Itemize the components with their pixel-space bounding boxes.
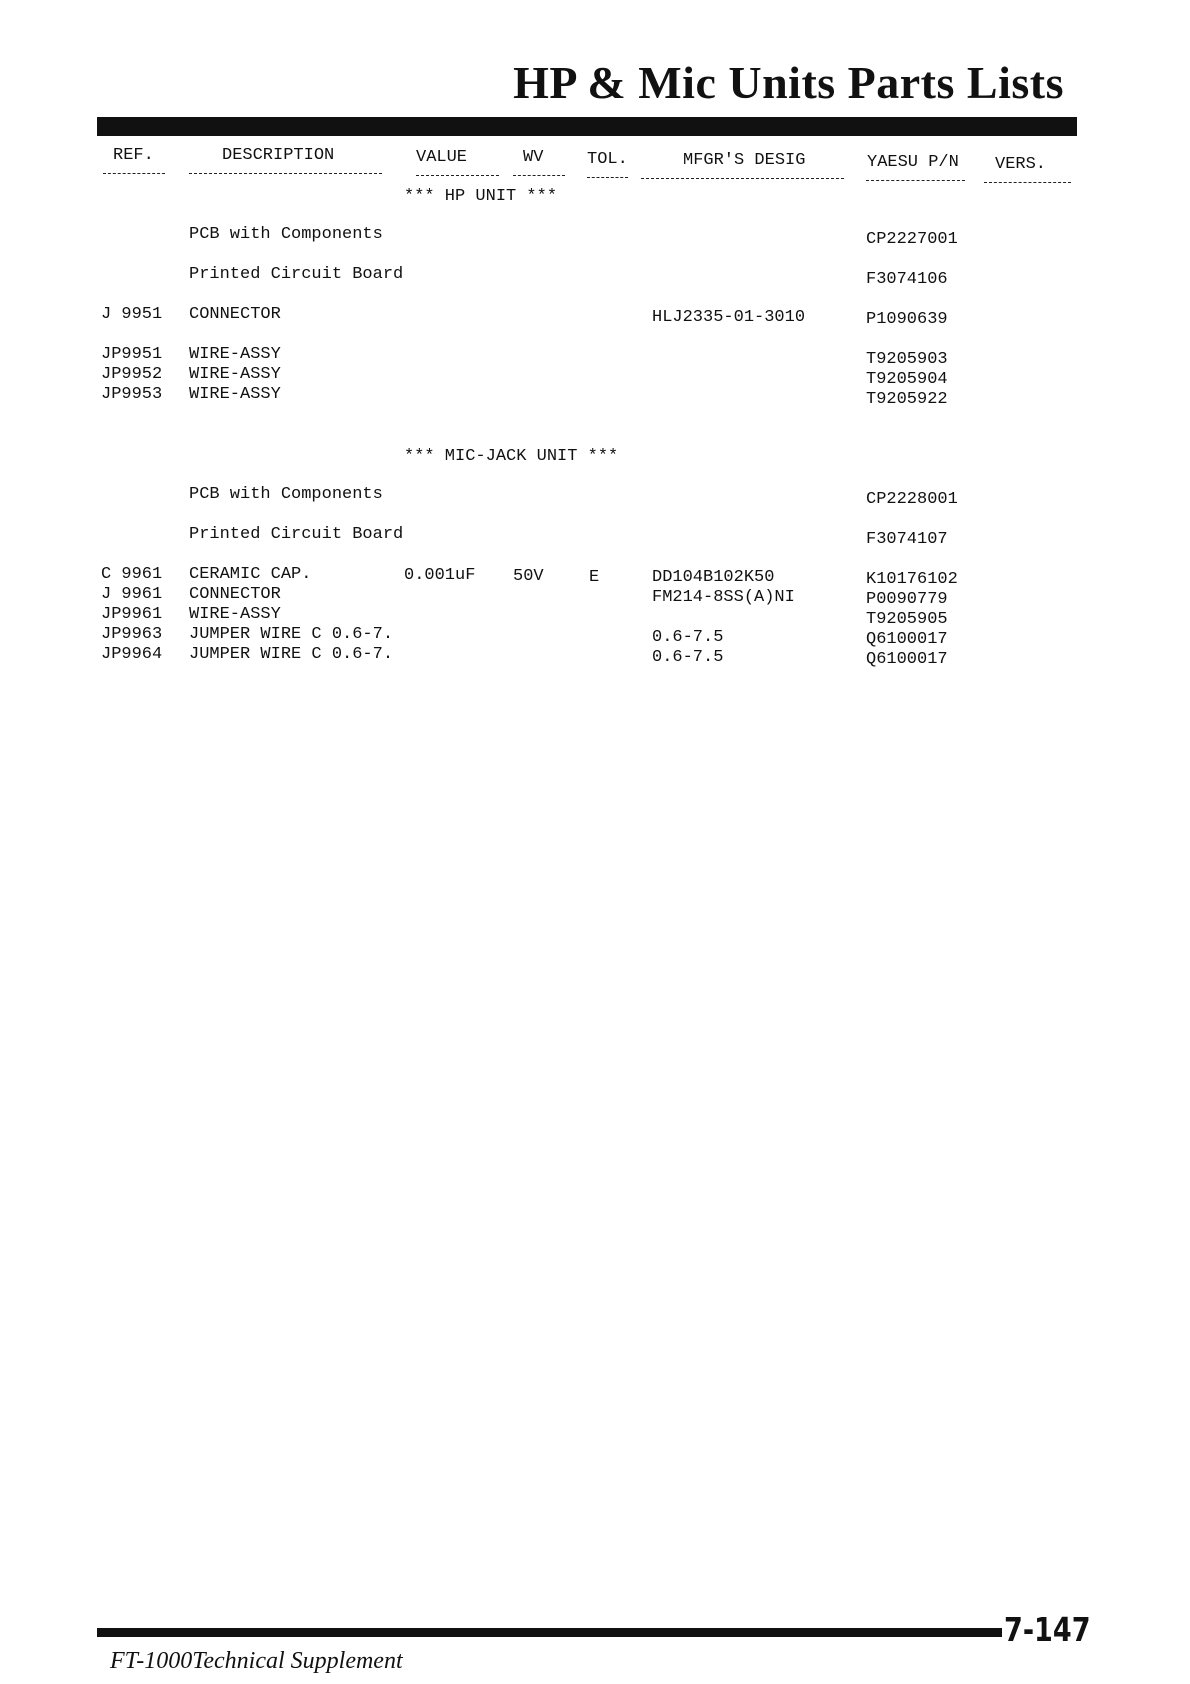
item-yaesu-pn: T9205905 <box>866 610 948 629</box>
section-heading-hp-unit: *** HP UNIT *** <box>404 187 558 206</box>
header-underline <box>866 180 965 181</box>
section-heading-mic-jack-unit: *** MIC-JACK UNIT *** <box>404 447 619 466</box>
item-mfgr-desig: HLJ2335-01-3010 <box>652 308 806 327</box>
item-description: CONNECTOR <box>189 305 281 324</box>
item-mfgr-desig: 0.6-7.5 <box>652 628 724 647</box>
col-header-ref: REF. <box>113 146 154 165</box>
item-description: CERAMIC CAP. <box>189 565 312 584</box>
item-description: WIRE-ASSY <box>189 605 281 624</box>
item-yaesu-pn: T9205922 <box>866 390 948 409</box>
item-yaesu-pn: T9205904 <box>866 370 948 389</box>
col-header-description: DESCRIPTION <box>222 146 335 165</box>
item-yaesu-pn: Q6100017 <box>866 650 948 669</box>
page-title: HP & Mic Units Parts Lists <box>513 57 1064 108</box>
item-yaesu-pn: P1090639 <box>866 310 948 329</box>
item-value: 0.001uF <box>404 566 476 585</box>
col-header-mfgr: MFGR'S DESIG <box>683 151 806 170</box>
item-wv: 50V <box>513 567 544 586</box>
item-description: WIRE-ASSY <box>189 385 281 404</box>
item-ref: C 9961 <box>101 565 163 584</box>
item-yaesu-pn: CP2228001 <box>866 490 958 509</box>
page-number: 7-147 <box>1004 1610 1091 1649</box>
item-description: JUMPER WIRE C 0.6-7. <box>189 625 394 644</box>
item-ref: JP9953 <box>101 385 163 404</box>
header-underline <box>513 175 565 176</box>
item-ref: JP9961 <box>101 605 163 624</box>
item-ref: J 9951 <box>101 305 163 324</box>
header-underline <box>641 178 844 179</box>
item-description: JUMPER WIRE C 0.6-7. <box>189 645 394 664</box>
item-description: Printed Circuit Board <box>189 265 404 284</box>
item-yaesu-pn: P0090779 <box>866 590 948 609</box>
item-ref: JP9963 <box>101 625 163 644</box>
item-description: Printed Circuit Board <box>189 525 404 544</box>
header-underline <box>416 175 499 176</box>
item-tol: E <box>589 568 600 587</box>
item-ref: JP9951 <box>101 345 163 364</box>
col-header-tol: TOL. <box>587 150 628 169</box>
footer-document-title: FT-1000Technical Supplement <box>110 1648 403 1674</box>
item-yaesu-pn: K10176102 <box>866 570 958 589</box>
item-yaesu-pn: T9205903 <box>866 350 948 369</box>
header-underline <box>587 177 628 178</box>
item-mfgr-desig: DD104B102K50 <box>652 568 775 587</box>
item-yaesu-pn: CP2227001 <box>866 230 958 249</box>
item-mfgr-desig: 0.6-7.5 <box>652 648 724 667</box>
item-description: CONNECTOR <box>189 585 281 604</box>
col-header-wv: WV <box>523 148 544 167</box>
col-header-vers: VERS. <box>995 155 1047 174</box>
item-ref: JP9952 <box>101 365 163 384</box>
item-description: PCB with Components <box>189 225 383 244</box>
col-header-value: VALUE <box>416 148 468 167</box>
item-yaesu-pn: Q6100017 <box>866 630 948 649</box>
item-ref: JP9964 <box>101 645 163 664</box>
item-description: WIRE-ASSY <box>189 345 281 364</box>
header-underline <box>189 173 382 174</box>
header-underline <box>984 182 1071 183</box>
item-yaesu-pn: F3074106 <box>866 270 948 289</box>
header-underline <box>103 173 165 174</box>
item-description: WIRE-ASSY <box>189 365 281 384</box>
col-header-yaesu: YAESU P/N <box>867 153 959 172</box>
item-mfgr-desig: FM214-8SS(A)NI <box>652 588 795 607</box>
footer-rule <box>97 1628 1002 1637</box>
item-description: PCB with Components <box>189 485 383 504</box>
item-ref: J 9961 <box>101 585 163 604</box>
item-yaesu-pn: F3074107 <box>866 530 948 549</box>
title-rule <box>97 117 1077 136</box>
